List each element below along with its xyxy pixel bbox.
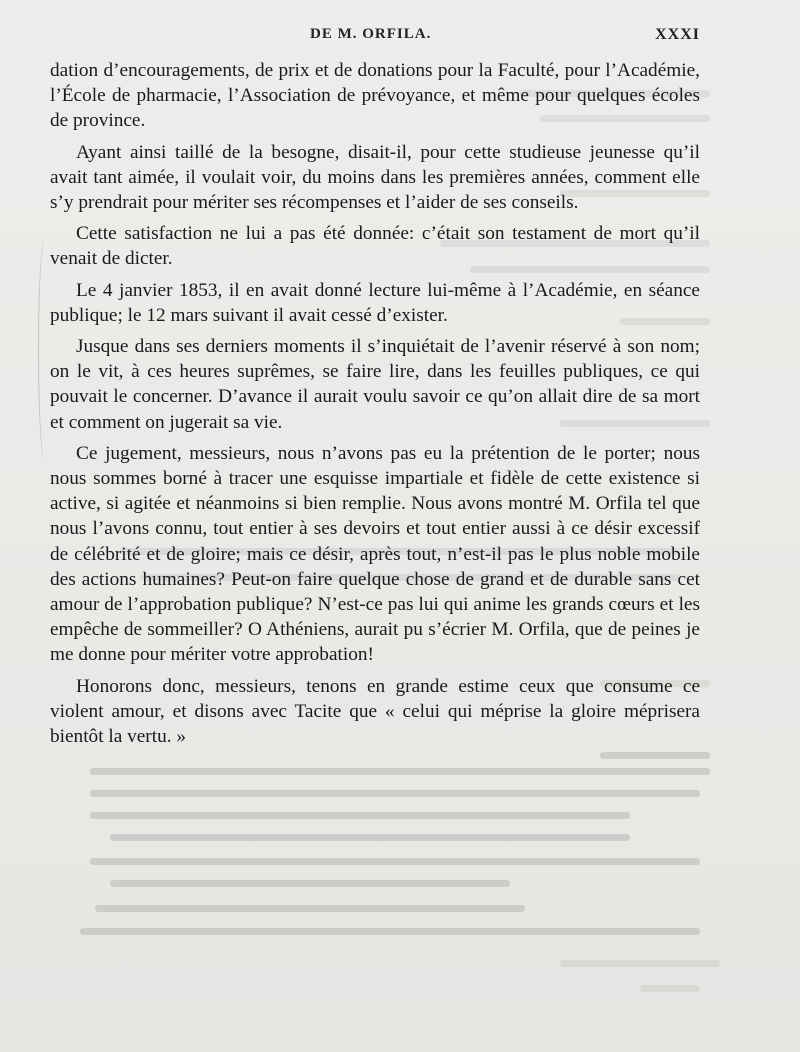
paragraph-7: Honorons donc, messieurs, tenons en grande estime ceux que consume ce violent amour, et disons avec Tacite que « celui qui méprise la gloire méprisera bientôt la vertu. » [50,675,700,748]
body-text [50,58,700,755]
page-header [0,26,800,50]
paragraph-2: Ayant ainsi taillé de la besogne, disait-il, pour cette studieuse jeunesse qu’il avait tant aimée, il voulait voir, du moins dans les premières années, comment elle s’y prendrait pour mériter ses récompenses et l’aider de ses conseils. [50,141,700,214]
page-number: XXXI [655,26,700,43]
paragraph-1: dation d’encouragements, de prix et de donations pour la Faculté, pour l’Académie, l’École de pharmacie, l’Association de prévoyance, et même pour quelques écoles de province. [50,60,700,132]
paragraph-6: Ce jugement, messieurs, nous n’avons pas eu la prétention de le porter; nous nous sommes borné à tracer une esquisse impartiale et fidèle de cette existence si active, si agitée et néanmoins si bien remplie. Nous avons montré M. Orfila tel que nous l’avons connu, tout entier à ses devoirs et tout entier aussi à ce désir excessif de célébrité et de gloire; mais ce désir, après tout, n’est-il pas le plus noble mobile des actions humaines? Peut-on faire quelque chose de grand et de durable sans cet amour de l’approbation publique? N’est-ce pas lui qui anime les grands cœurs et les empêche de sommeiller? O Athéniens, aurait pu s’écrier M. Orfila, que de peines je me donne pour mériter votre approbation! [50,442,700,666]
paragraph-5: Jusque dans ses derniers moments il s’inquiétait de l’avenir réservé à son nom; on le vit, à ces heures suprêmes, se faire lire, dans les feuilles publiques, ce qui pouvait le concerner. D’avance il aurait voulu savoir ce qu’on allait dire de sa mort et comment on jugerait sa vie. [50,336,700,433]
paragraph-3: Cette satisfaction ne lui a pas été donnée: c’était son testament de mort qu’il venait de dicter. [50,223,700,270]
paragraph-4: Le 4 janvier 1853, il en avait donné lecture lui-même à l’Académie, en séance publique; le 12 mars suivant il avait cessé d’exister. [50,279,700,326]
running-head: DE M. ORFILA. [310,26,432,42]
